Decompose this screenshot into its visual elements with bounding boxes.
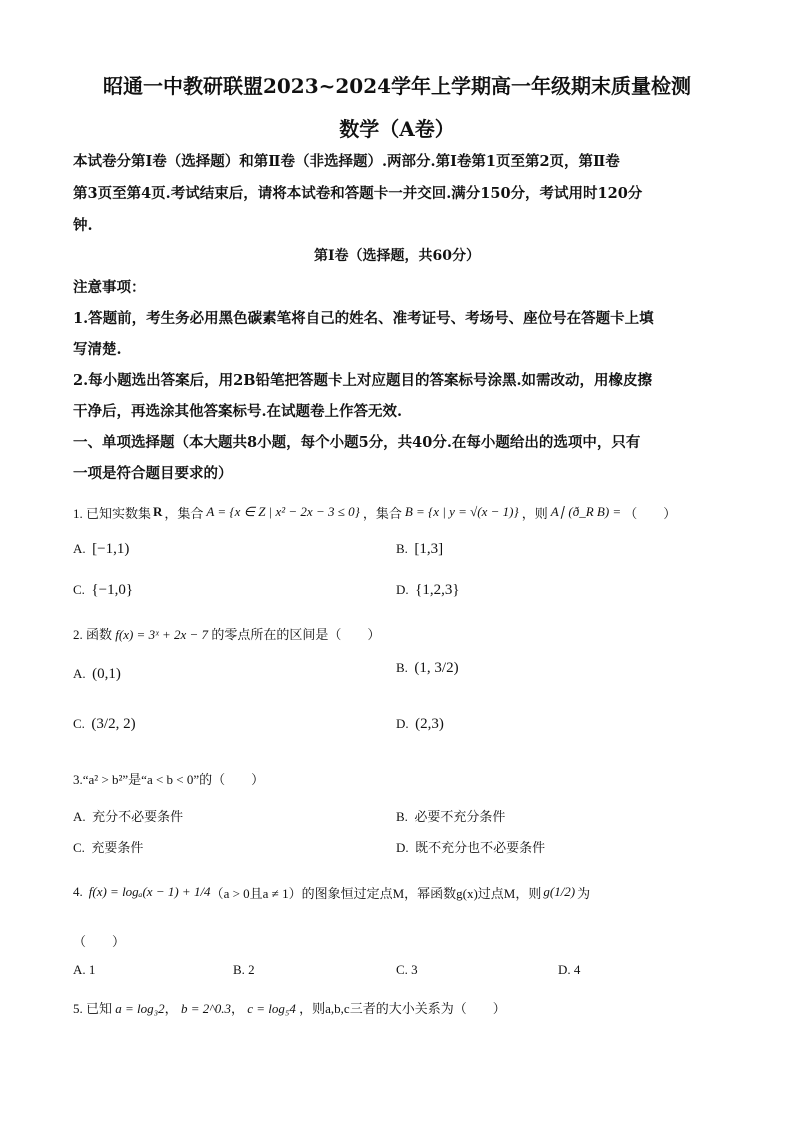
q3-option-a[interactable]: A. 充分不必要条件 bbox=[73, 809, 184, 824]
q1-mid3: ，则 bbox=[521, 505, 548, 521]
question-1 bbox=[73, 497, 676, 527]
q5-b: b = 2^0.3 bbox=[180, 1001, 231, 1016]
q4-middle: 的图象恒过定点M，幂函数g(x)过点M，则 bbox=[301, 885, 542, 901]
q5-suffix: ，则a,b,c三者的大小关系为（ ） bbox=[299, 1001, 506, 1016]
section-heading: 第Ⅰ卷（选择题，共60分） bbox=[313, 248, 481, 264]
question-5: 5. 已知 a = log₃2， b = 2^0.3， c = log₅4 ，则a,b,c三者的大小关系为（ ） bbox=[73, 1001, 506, 1016]
exam-subtitle: 数学（A卷） bbox=[339, 117, 455, 141]
q1-set-a: A = {x ∈ Z | x² − 2x − 3 ≤ 0} bbox=[206, 504, 360, 519]
note-2-line-2: 干净后，再选涂其他答案标号.在试题卷上作答无效. bbox=[73, 403, 403, 420]
q1-prefix: 1. 已知实数集 bbox=[73, 505, 152, 521]
q1-blank: （ ） bbox=[624, 505, 677, 521]
part1-line-1: 一、单项选择题（本大题共8小题，每个小题5分，共40分.在每小题给出的选项中，只有 bbox=[73, 434, 641, 451]
q1-set-b: B = {x | y = √(x − 1)} bbox=[404, 504, 519, 519]
q3-option-b[interactable]: B. 必要不充分条件 bbox=[396, 809, 506, 824]
q3-option-d[interactable]: D. 既不充分也不必要条件 bbox=[396, 840, 546, 855]
q1-expression: A∣ (ð_R B) = bbox=[550, 504, 622, 519]
q2-prefix: 2. 函数 bbox=[73, 627, 113, 642]
q5-c: c = log₅4 bbox=[247, 1001, 296, 1016]
q1-option-a[interactable]: A. [−1,1) bbox=[73, 541, 130, 557]
q5-a: a = log₃2 bbox=[115, 1001, 165, 1016]
q4-condition: （a > 0且a ≠ 1） bbox=[210, 885, 302, 901]
question-4 bbox=[73, 872, 590, 912]
q4-suffix: 为 bbox=[577, 885, 591, 901]
q2-suffix: 的零点所在的区间是（ ） bbox=[211, 627, 381, 642]
q5-prefix: 5. 已知 bbox=[73, 1001, 113, 1016]
intro-line-2: 第3页至第4页.考试结束后，请将本试卷和答题卡一并交回.满分150分，考试用时120分 bbox=[73, 185, 643, 202]
q1-mid2: ，集合 bbox=[362, 505, 402, 521]
q4-ask: g(1/2) bbox=[543, 884, 576, 899]
q4-prefix: 4. bbox=[73, 884, 83, 899]
q1-option-b[interactable]: B. [1,3] bbox=[396, 541, 444, 557]
q1-option-c[interactable]: C. {−1,0} bbox=[73, 582, 134, 598]
q4-blank: （ ） bbox=[73, 934, 126, 949]
exam-title: 昭通一中教研联盟2023~2024学年上学期高一年级期末质量检测 bbox=[102, 74, 692, 98]
question-2 bbox=[73, 624, 380, 643]
q2-function: f(x) = 3ˣ + 2x − 7 bbox=[115, 627, 209, 642]
q1-mid1: ，集合 bbox=[164, 505, 204, 521]
q4-option-a[interactable]: A. 1 bbox=[73, 962, 96, 977]
q2-option-b[interactable]: B. (1, 3/2) bbox=[396, 660, 459, 676]
intro-line-3: 钟. bbox=[73, 217, 93, 234]
q2-option-c[interactable]: C. (3/2, 2) bbox=[73, 716, 136, 732]
q4-function: f(x) = logₐ(x − 1) + 1/4 bbox=[88, 884, 211, 899]
note-1-line-1: 1.答题前，考生务必用黑色碳素笔将自己的姓名、准考证号、考场号、座位号在答题卡上填 bbox=[73, 310, 654, 327]
part1-line-2: 一项是符合题目要求的） bbox=[73, 465, 233, 482]
notes-heading: 注意事项： bbox=[73, 279, 146, 296]
q4-option-b[interactable]: B. 2 bbox=[233, 962, 255, 977]
note-2-line-1: 2.每小题选出答案后，用2B铅笔把答题卡上对应题目的答案标号涂黑.如需改动，用橡皮擦 bbox=[73, 372, 653, 389]
q4-option-c[interactable]: C. 3 bbox=[396, 962, 418, 977]
note-1-line-2: 写清楚. bbox=[73, 341, 122, 358]
q1-option-d[interactable]: D. {1,2,3} bbox=[396, 582, 460, 598]
q1-real-set: R bbox=[153, 504, 163, 519]
q2-option-d[interactable]: D. (2,3) bbox=[396, 716, 444, 732]
q3-option-c[interactable]: C. 充要条件 bbox=[73, 840, 144, 855]
q2-option-a[interactable]: A. (0,1) bbox=[73, 666, 121, 682]
q4-option-d[interactable]: D. 4 bbox=[558, 962, 581, 977]
question-3: 3.“a² > b²”是“a < b < 0”的（ ） bbox=[73, 772, 265, 787]
intro-line-1: 本试卷分第Ⅰ卷（选择题）和第Ⅱ卷（非选择题）.两部分.第Ⅰ卷第1页至第2页，第Ⅱ卷 bbox=[73, 153, 620, 170]
